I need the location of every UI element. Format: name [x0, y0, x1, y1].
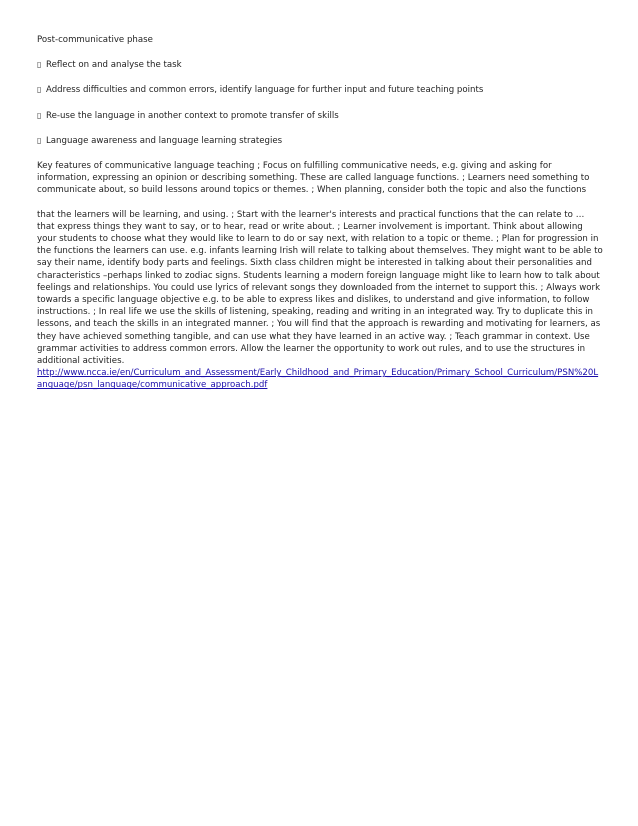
bullet-text: Reflect on and analyse the task [46, 60, 182, 71]
bullet-item [37, 59, 603, 71]
bullet-text: Language awareness and language learning strategies [46, 135, 283, 146]
bullet-item [37, 84, 603, 96]
bullet-box-icon: ▯ [37, 135, 42, 145]
guidelines-paragraph: that the learners will be learning, and using. ; Start with the learner's interests and practical functions that the can relate to … that express things they want to say, or to hear, read or write about. ; Learner involvement is important. Think about allowing your students to choose what they would like to learn to do or say next, with relation to a topic or theme. ; Plan for progression in the functions the learners can use. e.g. infants learning Irish will relate to talking about themselves. They might want to be able to say their name, identify body parts and feelings. Sixth class children might be interested in talking about their personalities and characteristics –perhaps linked to zodiac signs. Students learning a modern foreign language might like to learn how to talk about feelings and relationships. You could use lyrics of relevant songs they downloaded from the internet to support this. ; Always work towards a specific language objective e.g. to be able to express likes and dislikes, to understand and give information, to follow instructions. ; In real life we use the skills of listening, speaking, reading and writing in an integrated way. Try to duplicate this in lessons, and teach the skills in an integrated manner. ; You will find that the approach is rewarding and motivating for learners, as they have achieved something tangible, and can use what they have learned in an active way. ; Teach grammar in context. Use grammar activities to address common errors. Allow the learner the opportunity to work out rules, and to use the structures in additional activities. [37, 209, 603, 367]
bullet-box-icon: ▯ [37, 110, 42, 120]
key-features-paragraph: Key features of communicative language teaching ; Focus on fulfilling communicative needs, e.g. giving and asking for information, expressing an opinion or describing something. These are called language functions. ; Learners need something to communicate about, so build lessons around topics or themes. ; When planning, consider both the topic and also the functions [37, 161, 590, 196]
bullet-box-icon: ▯ [37, 60, 42, 70]
document-page [37, 34, 603, 392]
source-link[interactable]: http://www.ncca.ie/en/Curriculum_and_Assessment/Early_Childhood_and_Primary_Education/Primary_School_Curriculum/PSN%20Language/psn_language/communicative_approach.pdf [37, 368, 599, 391]
bullet-item [37, 135, 603, 147]
bullet-text: Address difficulties and common errors, identify language for further input and future teaching points [46, 85, 484, 96]
section-heading: Post-communicative phase [37, 35, 153, 45]
bullet-text: Re-use the language in another context to promote transfer of skills [46, 110, 339, 121]
bullet-item [37, 110, 603, 122]
bullet-box-icon: ▯ [37, 85, 42, 95]
